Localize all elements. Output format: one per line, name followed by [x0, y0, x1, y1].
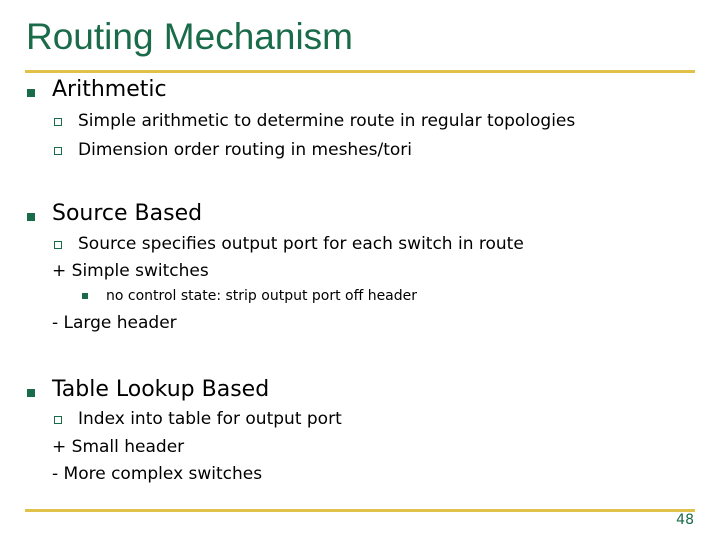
bullet-hollow-square-icon: [54, 416, 62, 424]
footer-divider: [25, 509, 695, 512]
list-item: Simple arithmetic to determine route in regular topologies: [78, 111, 576, 131]
bullet-square-icon: [27, 213, 35, 221]
pro-note: + Simple switches: [52, 261, 209, 281]
bullet-small-square-icon: [82, 293, 88, 299]
list-item: Source specifies output port for each switch in route: [78, 234, 524, 254]
title-divider: [25, 70, 695, 73]
pro-note: + Small header: [52, 437, 185, 457]
list-item: Index into table for output port: [78, 409, 342, 429]
bullet-square-icon: [27, 389, 35, 397]
con-note: - More complex switches: [52, 464, 263, 484]
section-heading-source-based: Source Based: [52, 201, 203, 226]
bullet-square-icon: [27, 89, 35, 97]
slide-title: Routing Mechanism: [26, 16, 353, 57]
sub-list-item: no control state: strip output port off header: [106, 288, 418, 304]
page-number: 48: [676, 512, 694, 528]
bullet-hollow-square-icon: [54, 118, 62, 126]
list-item: Dimension order routing in meshes/tori: [78, 140, 413, 160]
section-heading-arithmetic: Arithmetic: [52, 77, 167, 102]
con-note: - Large header: [52, 313, 177, 333]
bullet-hollow-square-icon: [54, 241, 62, 249]
section-heading-table-lookup: Table Lookup Based: [52, 377, 270, 402]
bullet-hollow-square-icon: [54, 147, 62, 155]
